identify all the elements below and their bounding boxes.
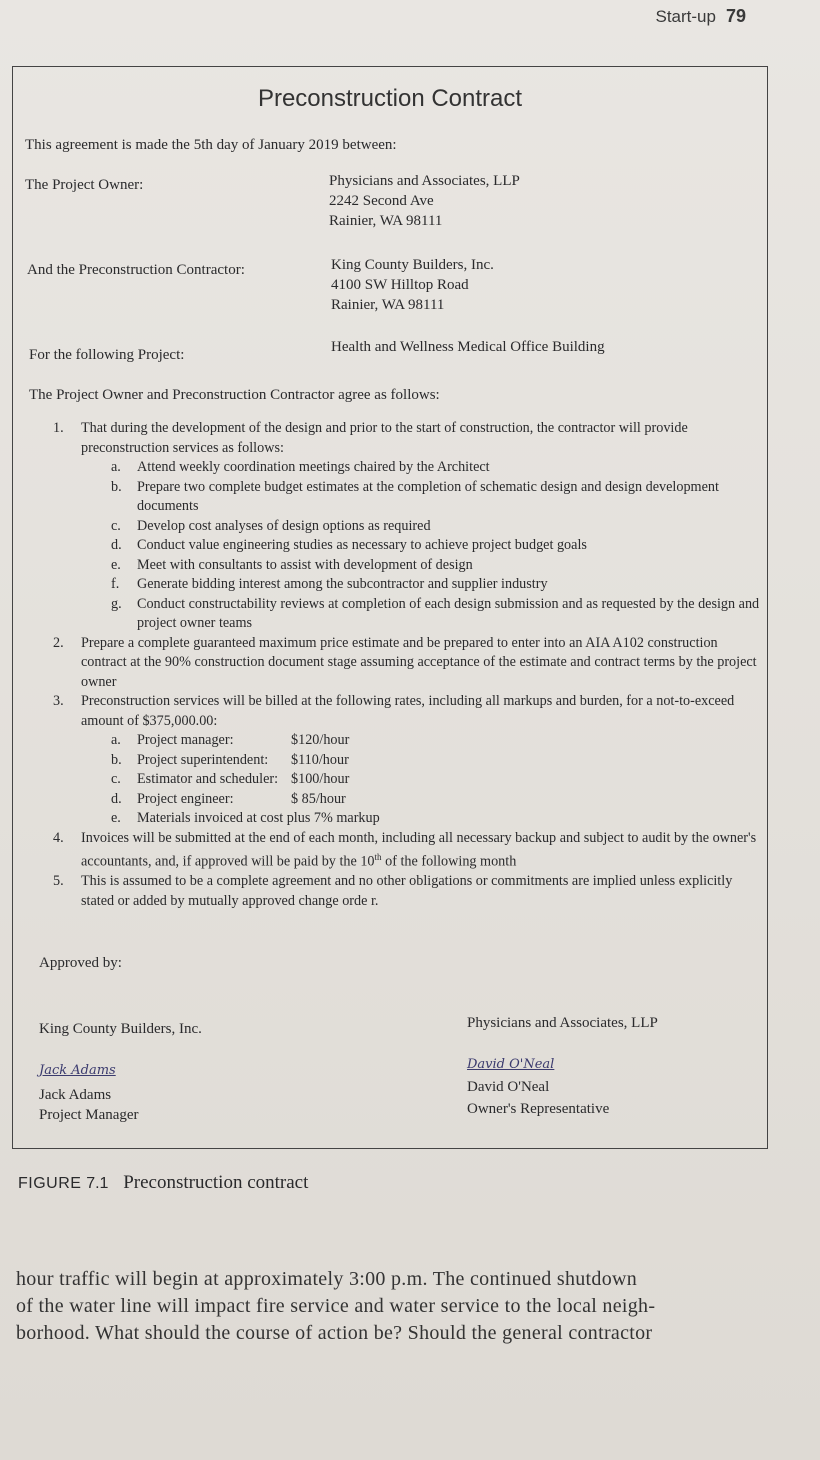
owner-address xyxy=(329,171,520,231)
sub-item: b. Prepare two complete budget estimates at the completion of schematic design and design development documents xyxy=(111,478,719,514)
section-name: Start-up xyxy=(655,7,716,26)
left-party: King County Builders, Inc. xyxy=(39,1021,202,1037)
list-item: 5. This is assumed to be a complete agreement and no other obligations or commitments are implied unless explicitly stated or added by mutually approved change orde r. xyxy=(53,873,733,909)
contractor-label: And the Preconstruction Contractor: xyxy=(27,262,245,278)
contractor-line: Rainier, WA 98111 xyxy=(331,297,445,313)
rate-row: e. Materials invoiced at cost plus 7% markup xyxy=(111,810,380,826)
contractor-line: King County Builders, Inc. xyxy=(331,257,494,273)
intro-text: This agreement is made the 5th day of January 2019 between: xyxy=(25,137,397,153)
figure-number: 7.1 xyxy=(86,1175,109,1192)
body-line: borhood. What should the course of action be? Should the general contractor xyxy=(16,1322,653,1344)
contractor-line: 4100 SW Hilltop Road xyxy=(331,277,469,293)
sub-item: c. Develop cost analyses of design options as required xyxy=(111,517,431,534)
right-title: Owner's Representative xyxy=(467,1101,610,1117)
figure-caption xyxy=(18,1172,308,1194)
right-party: Physicians and Associates, LLP xyxy=(467,1015,658,1031)
sub-item: a. Attend weekly coordination meetings chaired by the Architect xyxy=(111,459,490,475)
rate-row: d. Project engineer: $ 85/hour xyxy=(111,790,346,807)
list-item: 1. That during the development of the design and prior to the start of construction, the contractor will provide preconstruction services as follows: a. Attend weekly coordination meetings chaired by the Architect b. Prepare two complete budget estimates at the completion of schematic design and design development documents c. Develop cost analyses of design options as required d. Conduct value engineering studies as necessary to achieve project budget goals e. Meet with consultants to assist with development of design f. Generate bidding interest among the subcontractor and supplier industry g. Conduct constructability reviews at completion of each design submission and as requested by the design and project owner teams xyxy=(53,419,763,634)
page-number: 79 xyxy=(725,6,746,26)
rate-row: b. Project superintendent: $110/hour xyxy=(111,751,349,768)
project-name: Health and Wellness Medical Office Building xyxy=(331,339,605,355)
list-item: 2. Prepare a complete guaranteed maximum price estimate and be prepared to enter into an AIA A102 construction contract at the 90% construction document stage assuming acceptance of the estimate and contract terms by the project owner xyxy=(53,634,757,690)
sub-item: e. Meet with consultants to assist with development of design xyxy=(111,556,473,573)
contractor-address xyxy=(331,255,494,315)
body-text xyxy=(16,1266,806,1347)
rate-row: a. Project manager: $120/hour xyxy=(111,732,350,748)
contract-title: Preconstruction Contract xyxy=(257,85,523,112)
left-name: Jack Adams xyxy=(39,1087,112,1103)
terms-list xyxy=(53,419,763,911)
right-name: David O'Neal xyxy=(467,1079,550,1095)
owner-line: Physicians and Associates, LLP xyxy=(329,173,520,189)
sub-item: d. Conduct value engineering studies as necessary to achieve project budget goals xyxy=(111,537,587,553)
owner-line: Rainier, WA 98111 xyxy=(329,213,443,229)
agree-text: The Project Owner and Preconstruction Contractor agree as follows: xyxy=(29,387,440,403)
right-signature: David O'Neal xyxy=(467,1057,555,1072)
body-line: of the water line will impact fire service and water service to the local neigh- xyxy=(16,1295,656,1317)
figure-label: FIGURE xyxy=(18,1175,82,1192)
contract-box xyxy=(12,66,768,1149)
sub-item: f. Generate bidding interest among the subcontractor and supplier industry xyxy=(111,576,548,592)
list-item: 4. Invoices will be submitted at the end of each month, including all necessary backup and subject to audit by the owner's accountants, and, if approved will be paid by the 10th of the following month xyxy=(53,829,757,870)
left-title: Project Manager xyxy=(39,1107,139,1123)
left-signature: Jack Adams xyxy=(39,1063,116,1078)
body-line: hour traffic will begin at approximately 3:00 p.m. The continued shutdown xyxy=(16,1268,638,1290)
owner-line: 2242 Second Ave xyxy=(329,193,434,209)
sub-item: g. Conduct constructability reviews at completion of each design submission and as requested by the design and project owner teams xyxy=(111,595,760,631)
project-label: For the following Project: xyxy=(29,347,185,363)
owner-label: The Project Owner: xyxy=(25,177,144,193)
list-item: 3. Preconstruction services will be billed at the following rates, including all markups and burden, for a not-to-exceed amount of $375,000.00: a. Project manager: $120/hour b. Project superintendent: $110/hour c. Estimator and scheduler: $100/hour d. Project engineer: $ 85/hour e. Materials invoiced at cost plus 7% markup xyxy=(53,692,763,829)
approved-label: Approved by: xyxy=(39,955,122,971)
rate-row: c. Estimator and scheduler: $100/hour xyxy=(111,771,350,787)
page-header xyxy=(655,6,746,27)
figure-text: Preconstruction contract xyxy=(123,1172,309,1193)
